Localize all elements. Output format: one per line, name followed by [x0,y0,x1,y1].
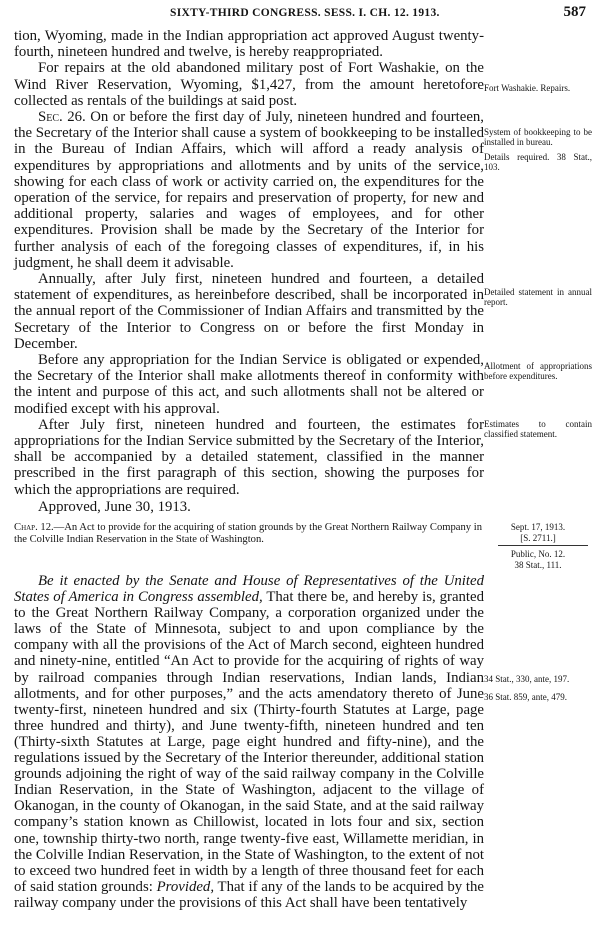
public-law-number: Public, No. 12. [510,549,566,559]
margin-note-annual: Detailed statement in annual report. [484,287,592,307]
approval-line: Approved, June 30, 1913. [38,498,191,515]
section-number: Sec. 26. [38,109,86,126]
statute-citation: 38 Stat., 111. [514,559,562,570]
act-body: That there be, and hereby is, granted to the Great Northern Railway Company, a corporation organized under the laws of the State of Minnesota, subject to and upon compliance by the company with all the provisions of the Act of March second, eighteen hundred and ninety-nine, entitled “An Act to provide for the acquiring of rights of way by railroad companies through Indian reservations, Indian lands, Indian allotments, and for other purposes,” and the acts amendatory thereto of June twenty-first, nineteen hundred and six (Thirty-fourth Statutes at Large, page three hundred and thirty), and June twenty-fifth, nineteen hundred and ten (Thirty-sixth Statutes at Large, page eight hundred and fifty-nine), and the regulations issued by the Secretary of the Interior thereunder, additional station grounds adjoining the right of way of the said railway company in the Colville Indian Reservation, in the State of Washington, adjacent to the village of Okanogan, in the county of Okanogan, in the said State, and at the said railway company’s station known as Chillowist, located in lots four and six, section one, township thirty-two north, range twenty-five east, Willamette meridian, in the Colville Indian Reservation, in the State of Washington, to the extent of not to exceed two hundred feet in width by a length of three thousand feet for each of said station grounds: [14,589,484,895]
paragraph-fort-washakie: For repairs at the old abandoned military post of Fort Washakie, on the Wind River Reservation, Wyoming, $1,427, from the amount heretofore collected as rentals of the buildings at said post. [14,60,484,109]
paragraph-annual-statement: Annually, after July first, nineteen hundred and fourteen, a detailed statement of expenditures, as hereinbefore described, shall be incorporated in the annual report of the Commissioner of Indian Affairs and transmitted by the Secretary of the Interior to Congress on or before the first Monday in December. [14,271,484,352]
margin-note-estimates: Estimates to contain classified statement. [484,419,592,439]
act-paragraph [14,573,484,911]
proviso-text: That if any of the lands to be acquired by the railway company under the provisions of this Act shall have been tentatively [14,878,484,911]
paragraph-allotments: Before any appropriation for the Indian Service is obligated or expended, the Secretary of the Interior shall make allotments thereof in conformity with the intent and purpose of this act, and such allotments shall not be altered or modified except with his approval. [14,352,484,417]
divider [498,545,588,546]
paragraph-continued: tion, Wyoming, made in the Indian appropriation act approved August twenty-fourth, nineteen hundred and twelve, is hereby reappropriated. [14,28,484,61]
section-text [14,28,484,515]
margin-note-ref-36-stat: 36 Stat. 859, ante, 479. [484,692,567,702]
chapter-number: Chap. 12. [14,522,54,533]
margin-note-fort-washakie: Fort Washakie. Repairs. [484,83,571,93]
running-header [0,4,600,23]
proviso-lead: Provided, [156,878,215,895]
chapter-heading [14,522,482,545]
chapter-title: —An Act to provide for the acquiring of station grounds by the Great Northern Railway Company in the Colville Indian Reservation in the State of Washington. [14,522,483,545]
chapter-side-references [484,522,592,570]
running-title: SIXTY-THIRD CONGRESS. SESS. I. CH. 12. 1913. [170,7,440,19]
enacting-clause: Be it enacted by the Senate and House of Representatives of the United States of America in Congress assembled, [14,573,484,606]
margin-note-allotment: Allotment of appropriations before expenditures. [484,361,592,381]
margin-note-details: Details required. 38 Stat., 103. [484,152,592,172]
senate-bill: [S. 2711.] [520,532,556,543]
page-number: 587 [563,4,586,20]
paragraph-section-26 [14,109,484,271]
section-26-text: On or before the first day of July, nineteen hundred and fourteen, the Secretary of the Interior shall cause a system of bookkeeping to be installed in the Bureau of Indian Affairs, which will afford a ready analysis of expenditures by appropriations and allotments and by units of the service, showing for each class of work or activity carried on, the expenditures for the operation of the service, for repairs and preservation of property, for new and additional property, salaries and wages of employees, and for other expenditures. Provision shall be made by the Secretary of the Interior for further analysis of each of the foregoing classes of expenditures, if, in his judgment, he shall deem it advisable. [14,109,485,271]
act-text [14,573,484,911]
margin-note-bookkeeping: System of bookkeeping to be installed in bureau. [484,127,592,147]
approval-date: Sept. 17, 1913. [510,522,566,532]
margin-note-ref-34-stat: 34 Stat., 330, ante, 197. [484,674,570,684]
paragraph-estimates: After July first, nineteen hundred and fourteen, the estimates for appropriations for the Indian Service submitted by the Secretary of the Interior, shall be accompanied by a detailed statement, classified in the manner prescribed in the first paragraph of this section, showing the purposes for which the appropriations are required. [14,416,484,498]
